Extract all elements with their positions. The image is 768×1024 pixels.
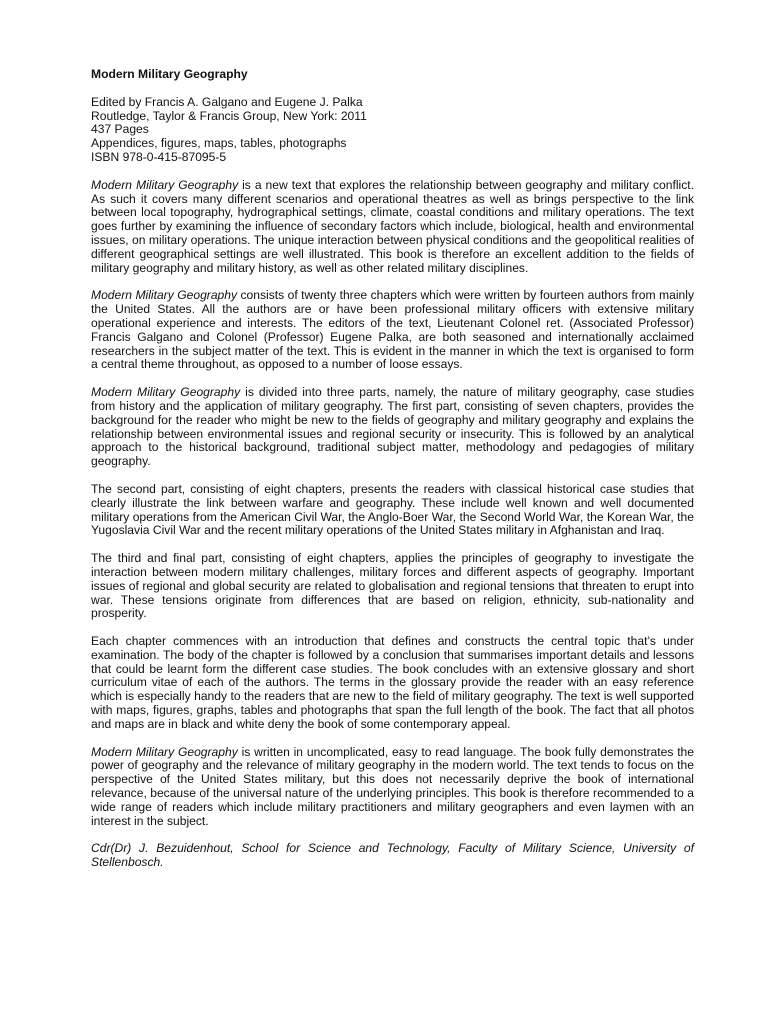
review-document: [91, 68, 694, 870]
reviewer-signature: Cdr(Dr) J. Bezuidenhout, School for Science and Technology, Faculty of Military Science, University of Stellenbosch.: [91, 841, 694, 870]
editors-line: Edited by Francis A. Galgano and Eugene J. Palka: [91, 94, 363, 109]
isbn-line: ISBN 978-0-415-87095-5: [91, 149, 227, 164]
publisher-line: Routledge, Taylor & Francis Group, New York: 2011: [91, 108, 367, 123]
paragraph-second-part: The second part, consisting of eight chapters, presents the readers with classical historical case studies that clearly illustrate the link between warfare and geography. These include well known and well documented military operations from the American Civil War, the Anglo-Boer War, the Second World War, the Korean War, the Yugoslavia Civil War and the recent military operations of the United States military in Afghanistan and Iraq.: [91, 481, 694, 538]
document-title: Modern Military Geography: [91, 67, 248, 81]
book-metadata: [91, 96, 694, 165]
pages-line: 437 Pages: [91, 122, 149, 137]
book-title-italic: Modern Military Geography: [91, 385, 241, 400]
book-title-italic: Modern Military Geography: [91, 177, 239, 192]
paragraph-text: consists of twenty three chapters which were written by fourteen authors from mainly the United States. All the authors are or have been professional military officers with extensive military operational experience and interests. The editors of the text, Lieutenant Colonel ret. (Associated Professor) Francis Galgano and Colonel (Professor) Eugene Palka, are both seasoned and internationally acclaimed researchers in the subject matter of the text. This is evident in the manner in which the text is organised to form a central theme throughout, as opposed to a number of loose essays.: [91, 288, 694, 372]
paragraph-third-part: The third and final part, consisting of eight chapters, applies the principles of geography to investigate the interaction between modern military challenges, military forces and different aspects of geography. Important issues of regional and global security are related to globalisation and regional tensions that threaten to erupt into war. These tensions originate from differences that are based on religion, ethnicity, sub-nationality and prosperity.: [91, 551, 694, 621]
paragraph-intro: [91, 179, 694, 276]
paragraph-text: is divided into three parts, namely, the nature of military geography, case studies from history and the application of military geography. The first part, consisting of seven chapters, provides the background for the reader who might be new to the fields of geography and military geography and explains the relationship between environmental issues and regional security or insecurity. This is followed by an analytical approach to the historical background, traditional subject matter, methodology and pedagogies of military geography.: [91, 385, 695, 469]
paragraph-chapters: Each chapter commences with an introduction that defines and constructs the central topic that’s under examination. The body of the chapter is followed by a conclusion that summarises important details and lessons that could be learnt form the different case studies. The book concludes with an extensive glossary and short curriculum vitae of each of the authors. The terms in the glossary provide the reader with an easy reference which is especially handy to the readers that are new to the field of military geography. The text is well supported with maps, figures, graphs, tables and photographs that span the full length of the book. The fact that all photos and maps are in black and white deny the book of some contemporary appeal.: [91, 634, 694, 731]
paragraph-text: is a new text that explores the relationship between geography and military conflict. As such it covers many different scenarios and operational theatres as well as brings perspective to the link between local topography, hydrographical settings, climate, coastal conditions and military operations. The text goes further by examining the influence of secondary factors which include, biological, health and environmental issues, on military operations. The unique interaction between physical conditions and the geopolitical realities of different geographical settings are well illustrated. This book is therefore an excellent addition to the fields of military geography and military history, as well as other related military disciplines.: [91, 177, 695, 275]
book-title-italic: Modern Military Geography: [91, 288, 238, 303]
paragraph-conclusion: [91, 746, 694, 829]
book-title-italic: Modern Military Geography: [91, 744, 238, 759]
paragraph-text: is written in uncomplicated, easy to read language. The book fully demonstrates the power of geography and the relevance of military geography in the modern world. The text tends to focus on the perspective of the United States military, but this does not necessarily deprive the book of international relevance, because of the universal nature of the underlying principles. This book is therefore recommended to a wide range of readers which include military practitioners and military geographers and even laymen with an interest in the subject.: [91, 744, 695, 828]
paragraph-authors: [91, 289, 694, 372]
paragraph-structure: [91, 386, 694, 469]
contents-line: Appendices, figures, maps, tables, photographs: [91, 136, 347, 151]
